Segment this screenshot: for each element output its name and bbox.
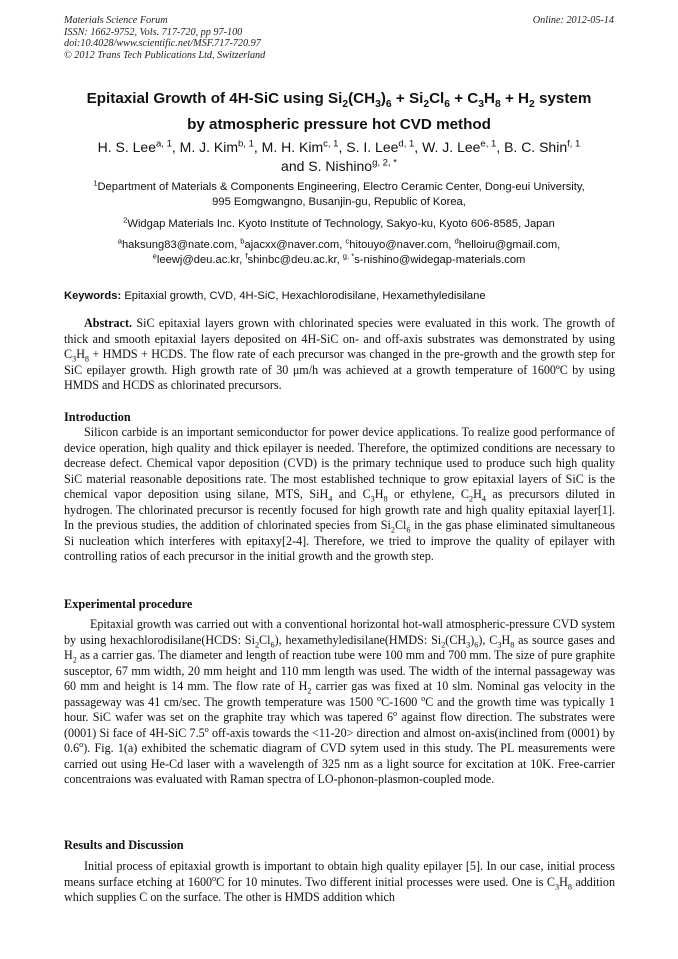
paper-title bbox=[40, 89, 638, 135]
keywords bbox=[64, 289, 616, 304]
abstract: Abstract. SiC epitaxial layers grown with chlorinated species were evaluated in this work. The growth of thick and smooth epitaxial layers deposited on 4H-SiC on- and off-axis substrates was demonstrated by using $C_3H_8$ + HMDS + HCDS. The flow rate of each precursor was changed in the pre-growth and the growth step for SiC epilayer growth. High growth rate of 30 μm/h was achieved at a growth temperature of 1600ºC by using HMDS and HCDS as chlorinated precursors. bbox=[64, 316, 615, 392]
email[interactable]: $^e$leewj@deu.ac.kr, bbox=[152, 251, 246, 266]
emails-line-1 bbox=[40, 238, 638, 253]
author: S. I. Lee$^{d, 1}$, bbox=[346, 138, 423, 155]
emails-line-2 bbox=[40, 253, 638, 268]
author: M. J. Kim$^{b, 1}$, bbox=[179, 138, 262, 155]
experimental-text: Epitaxial growth was carried out with a conventional horizontal hot-wall atmospheric-pressure CVD system by using hexachlorodisilane(HCDS: $Si_2Cl_6$), hexamethyledisilane(HMDS: $Si_2(CH_3)_6$), $C_3H_8$ as source gases and $H_2$ as a carrier gas. The diameter and length of reaction tube were 100 mm and 700 mm. The size of pure graphite susceptor, 67 mm width, 20 mm height and 110 mm length was used. The width of the internal passageway was 60 mm and height is 14 mm. The flow rate of $H_2$ carrier gas was fixed at 10 slm. Nominal gas velocity in the passageway was 41 cm/sec. The growth temperature was 1500 $^o$C-1600 $^o$C and the growth time was typically 1 hour. SiC wafer was set on the graphite tray which was tapered 6$^o$ against flow direction. The substrates were (0001) Si face of 4H-SiC 7.5$^o$ off-axis towards the <11-20> direction and almost on-axis(inclined from (0001) by 0.6$^o$). Fig. 1(a) exhibited the schematic diagram of CVD sytem used in this study. The PL measurements were carried out using He-Cd laser with a wavelength of 325 nm as a light source for excitation at 10K. Free-carrier concentraions was evaluated with Raman spectra of LO-phonon-plasmon-coupled mode. bbox=[64, 617, 616, 786]
online-date: Online: 2012-05-14 bbox=[532, 15, 614, 26]
author-list bbox=[40, 138, 638, 176]
authors-line-1 bbox=[40, 138, 638, 157]
author-emails bbox=[40, 238, 638, 268]
title-line-1: Epitaxial Growth of 4H-SiC using $Si_2(CH_3)_6 + Si_2Cl_6 + C_3H_8 + H_2$ system bbox=[86, 90, 592, 111]
author: W. J. Lee$^{e, 1}$, bbox=[422, 138, 505, 155]
issn: ISSN: 1662-9752, Vols. 717-720, pp 97-100 bbox=[64, 26, 243, 38]
author: H. S. Lee$^{a, 1}$, bbox=[97, 138, 180, 155]
introduction-text: Silicon carbide is an important semiconductor for power device applications. To realize good performance of device operation, high quality and thick epilayer is needed. Therefore, the optimized conditions are necessary to decrease defect. Chemical vapor deposition (CVD) is the primary technique used to produce such high quality SiC material reasonable depositions rate. The most established technique to grow epitaxial layers of SiC is the chemical vapor deposition using silane, MTS, SiH$_4$ and $C_3H_8$ or ethylene, $C_2H_4$ as precursors diluted in hydrogen. The chlorinated precursor is recently focused for high growth rate and high quality epitaxial layer[1]. In the previous studies, the addition of chlorinated species from $Si_2Cl_6$ in the gas phase eliminated simultaneous Si nucleation which interferes with epitaxy[2-4]. Therefore, we tried to improve the quality of epilayer with controlling ratios of each precursor in the initial growth and the growth step. bbox=[64, 425, 616, 563]
section-heading-results: Results and Discussion bbox=[64, 838, 184, 852]
email[interactable]: $^b$ajacxx@naver.com, bbox=[240, 236, 346, 251]
journal-header bbox=[64, 15, 265, 61]
section-heading-experimental: Experimental procedure bbox=[64, 597, 193, 611]
email[interactable]: $^d$helloiru@gmail.com, bbox=[454, 236, 561, 251]
keywords-label: Keywords: bbox=[64, 290, 122, 302]
affiliation-2: $^2$Widgap Materials Inc. Kyoto Institute of Technology, Sakyo-ku, Kyoto 606-8585, Japan bbox=[123, 215, 555, 230]
authors-line-2: and S. Nishino$^{g, 2, *}$ bbox=[281, 157, 397, 174]
title-line-2: by atmospheric pressure hot CVD method bbox=[187, 116, 491, 133]
keywords-text: Epitaxial growth, CVD, 4H-SiC, Hexachlorodisilane, Hexamethyledisilane bbox=[124, 290, 486, 302]
doi: doi:10.4028/www.scientific.net/MSF.717-720.97 bbox=[64, 38, 261, 49]
email[interactable]: $^c$hitouyo@naver.com, bbox=[345, 236, 455, 251]
author: B. C. Shin$^{f, 1}$ bbox=[504, 138, 581, 155]
abstract-label: Abstract. bbox=[84, 316, 133, 330]
email[interactable]: $^f$shinbc@deu.ac.kr, bbox=[245, 251, 343, 266]
results-text: Initial process of epitaxial growth is important to obtain high quality epilayer [5]. In our case, initial process means surface etching at 1600$^o$C for 10 minutes. Two different initial processes were used. One is $C_3H_8$ addition which supplies C on the surface. The other is HMDS addition which bbox=[64, 859, 615, 904]
email[interactable]: $^a$haksung83@nate.com, bbox=[117, 236, 241, 251]
email[interactable]: $^{g, *}$s-nishino@widegap-materials.com bbox=[342, 251, 526, 266]
author: M. H. Kim$^{c, 1}$, bbox=[261, 138, 347, 155]
copyright: © 2012 Trans Tech Publications Ltd, Switzerland bbox=[64, 49, 266, 61]
section-heading-introduction: Introduction bbox=[64, 410, 131, 424]
affiliation-1: $^1$Department of Materials & Components Engineering, Electro Ceramic Center, Dong-eui University, 995 Eomgwangno, Busanjin-gu, Republic of Korea, bbox=[93, 178, 585, 208]
journal-name: Materials Science Forum bbox=[64, 15, 168, 26]
